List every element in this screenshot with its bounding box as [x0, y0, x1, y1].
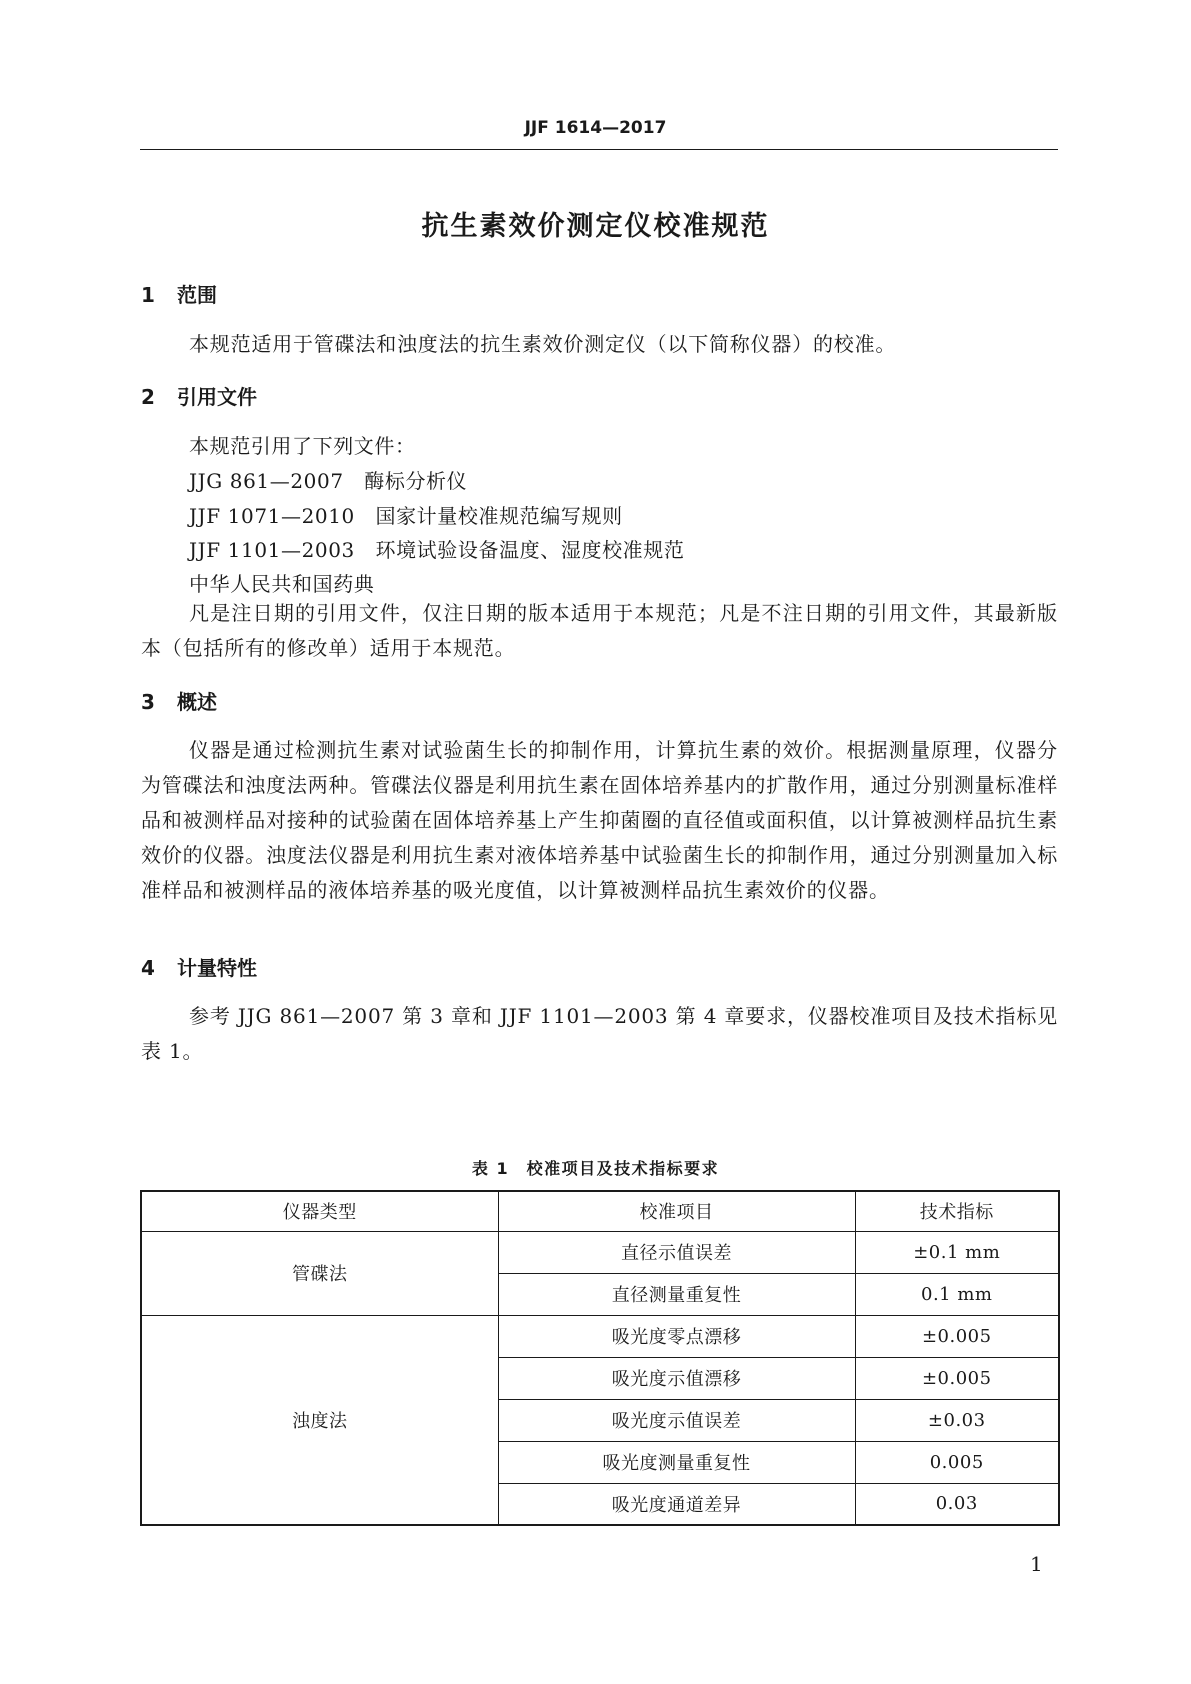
calibration-item-cell: 吸光度测量重复性	[498, 1441, 855, 1483]
standard-code-header: JJF 1614—2017	[524, 118, 667, 138]
instrument-type-cell: 浊度法	[141, 1315, 498, 1525]
specification-cell: ±0.005	[855, 1315, 1059, 1357]
section-2-heading	[141, 381, 257, 410]
section-number: 2	[141, 385, 155, 409]
table-row	[141, 1315, 1059, 1357]
calibration-item-cell: 吸光度示值漂移	[498, 1357, 855, 1399]
calibration-item-cell: 吸光度通道差异	[498, 1483, 855, 1525]
table-header-cell: 仪器类型	[141, 1191, 498, 1231]
header-rule	[140, 149, 1058, 150]
calibration-spec-table	[140, 1190, 1060, 1526]
document-title: 抗生素效价测定仪校准规范	[421, 211, 770, 242]
table-header-cell: 校准项目	[498, 1191, 855, 1231]
table-header-row	[141, 1191, 1059, 1231]
calibration-item-cell: 吸光度示值误差	[498, 1399, 855, 1441]
section-number: 3	[141, 690, 155, 714]
section-number: 1	[141, 283, 155, 307]
instrument-type-cell: 管碟法	[141, 1231, 498, 1315]
reference-item: 中华人民共和国药典	[189, 572, 375, 596]
references-note: 凡是注日期的引用文件，仅注日期的版本适用于本规范；凡是不注日期的引用文件，其最新版本（包括所有的修改单）适用于本规范。	[141, 601, 1058, 660]
specification-cell: ±0.1 mm	[855, 1231, 1059, 1273]
section-title: 范围	[177, 283, 217, 307]
specification-cell: ±0.005	[855, 1357, 1059, 1399]
table-caption: 表 1 校准项目及技术指标要求	[471, 1159, 720, 1178]
specification-cell: 0.005	[855, 1441, 1059, 1483]
reference-item: JJF 1071—2010 国家计量校准规范编写规则	[189, 504, 623, 528]
page-number: 1	[1030, 1552, 1043, 1576]
calibration-item-cell: 直径示值误差	[498, 1231, 855, 1273]
section-4-paragraph: 参考 JJG 861—2007 第 3 章和 JJF 1101—2003 第 4 章要求，仪器校准项目及技术指标见表 1。	[141, 1004, 1058, 1063]
specification-cell: 0.03	[855, 1483, 1059, 1525]
section-1-paragraph: 本规范适用于管碟法和浊度法的抗生素效价测定仪（以下简称仪器）的校准。	[189, 332, 897, 356]
table-row	[141, 1231, 1059, 1273]
section-4-heading	[141, 952, 257, 981]
table-header-cell: 技术指标	[855, 1191, 1059, 1231]
section-number: 4	[141, 956, 155, 980]
section-title: 计量特性	[177, 956, 257, 980]
section-title: 引用文件	[177, 385, 257, 409]
references-intro: 本规范引用了下列文件：	[189, 434, 416, 458]
specification-cell: ±0.03	[855, 1399, 1059, 1441]
section-3-heading	[141, 686, 217, 715]
calibration-item-cell: 直径测量重复性	[498, 1273, 855, 1315]
section-title: 概述	[177, 690, 217, 714]
specification-cell: 0.1 mm	[855, 1273, 1059, 1315]
reference-item: JJG 861—2007 酶标分析仪	[189, 469, 468, 493]
section-1-heading	[141, 279, 217, 308]
reference-item: JJF 1101—2003 环境试验设备温度、湿度校准规范	[189, 538, 685, 562]
calibration-item-cell: 吸光度零点漂移	[498, 1315, 855, 1357]
section-3-paragraph: 仪器是通过检测抗生素对试验菌生长的抑制作用，计算抗生素的效价。根据测量原理，仪器分为管碟法和浊度法两种。管碟法仪器是利用抗生素在固体培养基内的扩散作用，通过分别测量标准样品和被测样品对接种的试验菌在固体培养基上产生抑菌圈的直径值或面积值，以计算被测样品抗生素效价的仪器。浊度法仪器是利用抗生素对液体培养基中试验菌生长的抑制作用，通过分别测量加入标准样品和被测样品的液体培养基的吸光度值，以计算被测样品抗生素效价的仪器。	[141, 738, 1058, 902]
